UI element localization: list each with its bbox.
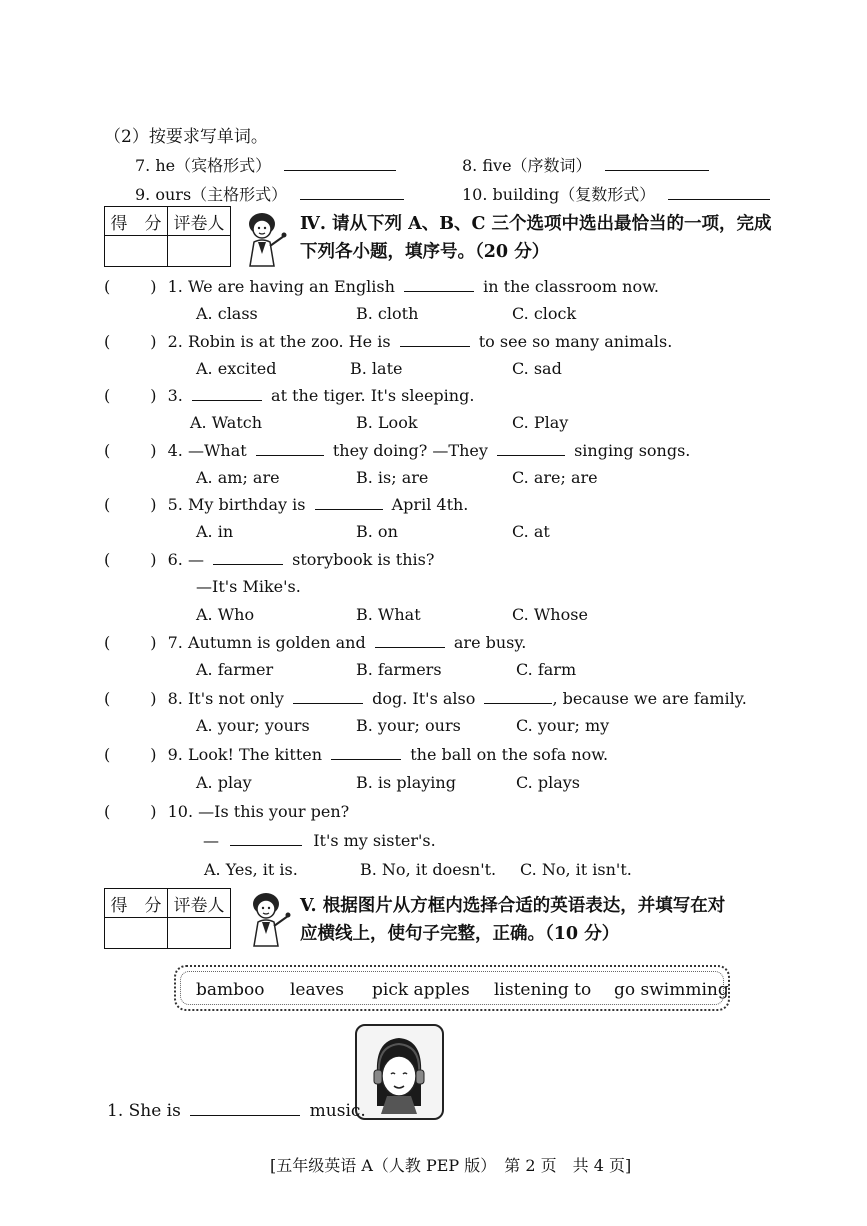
word-options-box <box>174 965 730 1011</box>
word-option[interactable]: listening to <box>494 980 592 1000</box>
question-stem: It's not only <box>187 689 284 708</box>
question-5: ( ) 5. My birthday is April 4th. <box>104 495 469 514</box>
word-option[interactable]: bamboo <box>196 980 265 1000</box>
teacher-icon <box>240 210 288 268</box>
question-blank <box>400 345 470 347</box>
page-footer: [五年级英语 A（人教 PEP 版） 第 2 页 共 4 页] <box>270 1156 632 1175</box>
section5-title-line2: 应横线上，使句子完整，正确。（10 分） <box>300 924 620 944</box>
option-b[interactable]: B. farmers <box>356 660 442 679</box>
option-b[interactable]: B. your; ours <box>356 716 461 735</box>
question-number: 5. <box>167 495 183 514</box>
option-a[interactable]: A. Watch <box>190 413 263 432</box>
score-label: 得 分 <box>105 207 168 236</box>
option-c[interactable]: C. farm <box>516 660 577 679</box>
question-blank <box>331 758 401 760</box>
question-stem: — <box>203 831 219 850</box>
word-item-10 <box>462 182 770 205</box>
question-stem: singing songs. <box>574 441 691 460</box>
question-stem: , because we are family. <box>552 689 747 708</box>
option-a[interactable]: A. play <box>196 773 252 792</box>
question-10: ( ) 10. —Is this your pen? <box>104 802 350 821</box>
section5-question-1 <box>107 1101 366 1121</box>
question-stem: dog. It's also <box>372 689 476 708</box>
option-a[interactable]: A. am; are <box>196 468 280 487</box>
question-stem: Look! The kitten <box>187 745 323 764</box>
grader-label: 评卷人 <box>168 889 231 918</box>
question-stem: — <box>187 550 204 569</box>
question-stem: the ball on the sofa now. <box>410 745 609 764</box>
option-a[interactable]: A. excited <box>196 359 277 378</box>
option-a[interactable]: A. class <box>196 304 258 323</box>
question-blank <box>192 399 262 401</box>
question-stem: —Is this your pen? <box>198 802 350 821</box>
girl-headphones-icon <box>357 1026 442 1118</box>
option-c[interactable]: C. Whose <box>512 605 588 624</box>
question-blank <box>213 563 283 565</box>
option-c[interactable]: C. clock <box>512 304 577 323</box>
word-item-label: 8. five（序数词） <box>462 156 592 175</box>
grader-cell <box>168 918 231 949</box>
score-cell <box>105 918 168 949</box>
option-a[interactable]: A. Yes, it is. <box>204 860 298 879</box>
question-blank <box>375 646 445 648</box>
question-10-reply <box>203 831 436 850</box>
answer-blank[interactable] <box>190 1114 300 1116</box>
word-item-9 <box>135 182 404 205</box>
question-number: 8. <box>167 689 183 708</box>
question-stem: It's my sister's. <box>313 831 436 850</box>
question-number: 10. <box>167 802 194 821</box>
option-c[interactable]: C. your; my <box>516 716 610 735</box>
question-9: ( ) 9. Look! The kitten the ball on the sofa now. <box>104 745 609 764</box>
question-number: 9. <box>167 745 183 764</box>
grader-label: 评卷人 <box>168 207 231 236</box>
part2-heading: （2）按要求写单词。 <box>104 127 268 147</box>
girl-headphones-picture <box>355 1024 444 1120</box>
question-number: 7. <box>167 633 183 652</box>
question-blank <box>293 702 363 704</box>
option-b[interactable]: B. late <box>350 359 403 378</box>
option-a[interactable]: A. in <box>196 522 234 541</box>
question-stem: —What <box>187 441 247 460</box>
question-8: ( ) 8. It's not only dog. It's also , because we are family. <box>104 689 747 708</box>
option-b[interactable]: B. is playing <box>356 773 456 792</box>
option-b[interactable]: B. cloth <box>356 304 419 323</box>
option-b[interactable]: B. What <box>356 605 421 624</box>
option-c[interactable]: C. Play <box>512 413 569 432</box>
question-stem: Robin is at the zoo. He is <box>187 332 391 351</box>
option-c[interactable]: C. at <box>512 522 550 541</box>
word-option[interactable]: leaves <box>290 980 345 1000</box>
word-item-8 <box>462 153 709 176</box>
option-b[interactable]: B. is; are <box>356 468 429 487</box>
question-1: ( ) 1. We are having an English in the classroom now. <box>104 277 659 296</box>
option-b[interactable]: B. No, it doesn't. <box>360 860 497 879</box>
option-b[interactable]: B. Look <box>356 413 418 432</box>
question-stem: are busy. <box>453 633 527 652</box>
question-stem: April 4th. <box>391 495 469 514</box>
option-a[interactable]: A. your; yours <box>196 716 310 735</box>
score-label: 得 分 <box>105 889 168 918</box>
section4-title-line2: 下列各小题，填序号。（20 分） <box>300 242 550 262</box>
question-3: ( ) 3. at the tiger. It's sleeping. <box>104 386 475 405</box>
question-2: ( ) 2. Robin is at the zoo. He is to see so many animals. <box>104 332 673 351</box>
word-option[interactable]: pick apples <box>372 980 470 1000</box>
question-stem: 1. She is <box>107 1101 181 1121</box>
question-stem: in the classroom now. <box>483 277 659 296</box>
score-box <box>104 206 231 267</box>
question-7: ( ) 7. Autumn is golden and are busy. <box>104 633 527 652</box>
word-option[interactable]: go swimming <box>614 980 729 1000</box>
question-stem: My birthday is <box>187 495 306 514</box>
section5-title-line1: V. 根据图片从方框内选择合适的英语表达，并填写在对 <box>300 896 726 916</box>
word-item-label: 9. ours（主格形式） <box>135 185 288 204</box>
option-c[interactable]: C. No, it isn't. <box>520 860 632 879</box>
question-blank <box>497 454 565 456</box>
word-item-label: 7. he（宾格形式） <box>135 156 272 175</box>
option-c[interactable]: C. plays <box>516 773 580 792</box>
question-blank <box>256 454 324 456</box>
question-stem: music. <box>309 1101 366 1121</box>
word-item-label: 10. building（复数形式） <box>462 185 656 204</box>
question-stem: they doing? —They <box>332 441 488 460</box>
question-number: 2. <box>167 332 183 351</box>
section4-title-line1: Ⅳ. 请从下列 A、B、C 三个选项中选出最恰当的一项，完成 <box>300 214 772 234</box>
question-stem: We are having an English <box>187 277 395 296</box>
answer-blank[interactable] <box>668 198 770 200</box>
word-item-7 <box>135 153 396 176</box>
grader-cell <box>168 236 231 267</box>
question-blank <box>404 290 474 292</box>
teacher-icon <box>244 890 292 948</box>
question-4: ( ) 4. —What they doing? —They singing songs. <box>104 441 691 460</box>
question-number: 6. <box>167 550 183 569</box>
answer-blank[interactable] <box>300 198 404 200</box>
question-stem: Autumn is golden and <box>187 633 366 652</box>
question-6: ( ) 6. — storybook is this? <box>104 550 435 569</box>
option-b[interactable]: B. on <box>356 522 398 541</box>
question-number: 3. <box>167 386 183 405</box>
question-number: 1. <box>167 277 183 296</box>
question-number: 4. <box>167 441 183 460</box>
question-stem: storybook is this? <box>292 550 435 569</box>
score-cell <box>105 236 168 267</box>
question-blank <box>230 844 302 846</box>
answer-blank[interactable] <box>284 169 396 171</box>
option-c[interactable]: C. sad <box>512 359 562 378</box>
option-a[interactable]: A. farmer <box>196 660 274 679</box>
question-stem: at the tiger. It's sleeping. <box>271 386 475 405</box>
answer-blank[interactable] <box>605 169 709 171</box>
question-blank <box>484 702 552 704</box>
question-stem: to see so many animals. <box>478 332 673 351</box>
question-blank <box>315 508 383 510</box>
question-6-reply: —It's Mike's. <box>196 577 301 596</box>
option-a[interactable]: A. Who <box>196 605 255 624</box>
score-box <box>104 888 231 949</box>
option-c[interactable]: C. are; are <box>512 468 598 487</box>
